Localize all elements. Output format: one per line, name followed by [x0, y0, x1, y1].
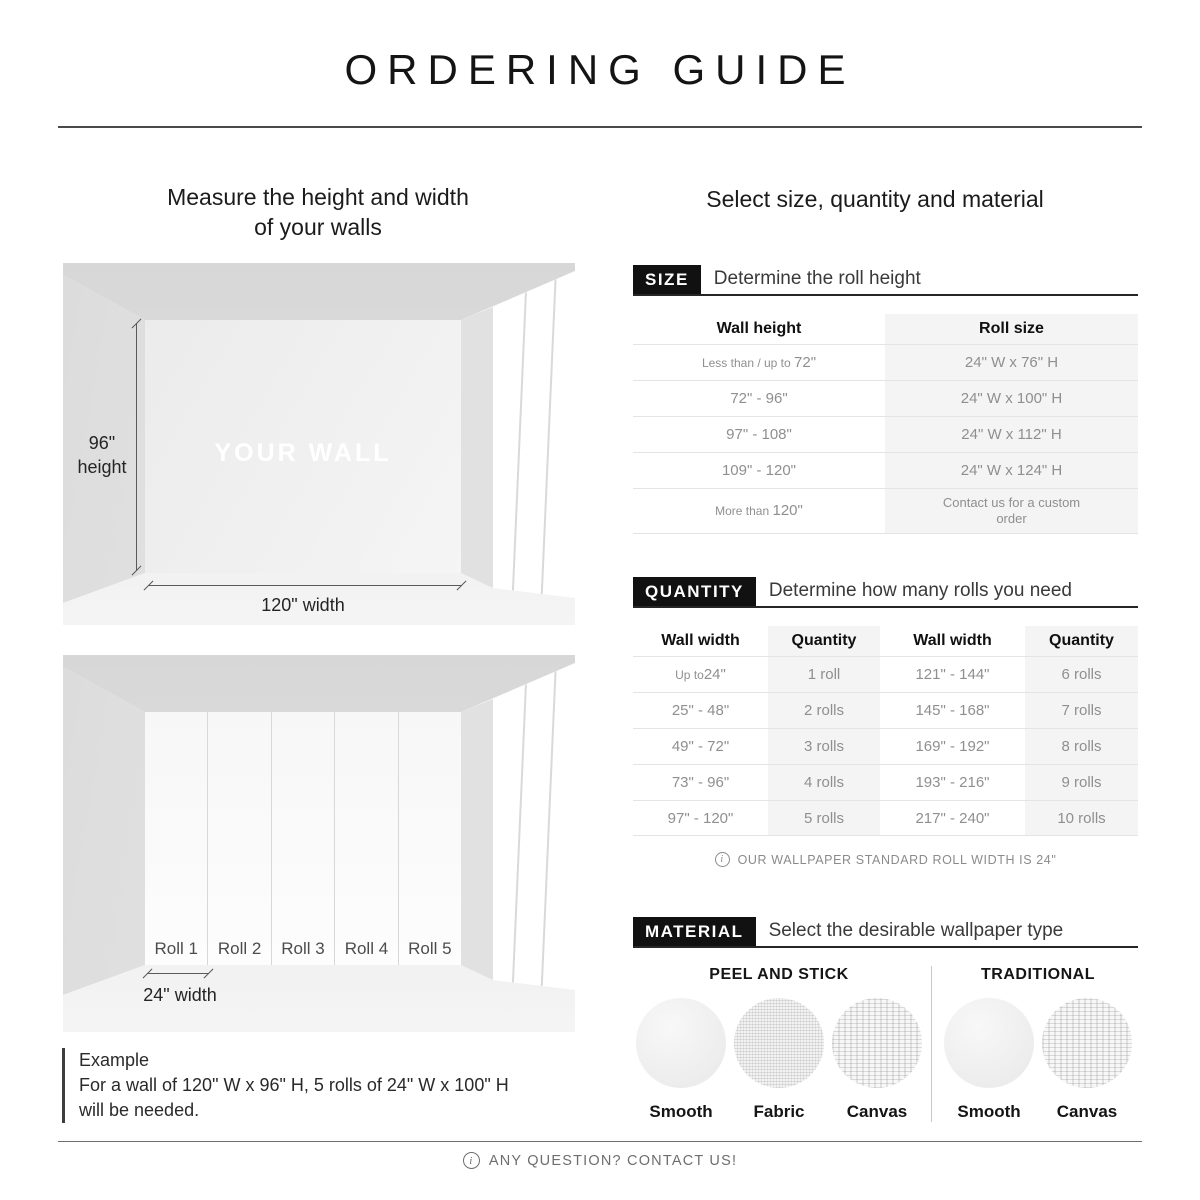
wall-width-label: 120" width — [261, 595, 345, 615]
your-wall-label: YOUR WALL — [214, 439, 392, 467]
window-mullion — [510, 263, 528, 625]
canvas-texture-icon — [832, 998, 922, 1088]
select-heading: Select size, quantity and material — [706, 186, 1044, 212]
measure-heading — [60, 182, 576, 242]
example-block — [62, 1048, 552, 1123]
material-swatch-smooth: Smooth — [943, 998, 1035, 1122]
width-dimension-line — [148, 585, 462, 586]
material-badge: MATERIAL — [633, 917, 756, 946]
page-title: ORDERING GUIDE — [344, 46, 856, 93]
material-section — [633, 917, 1138, 1122]
roll-panel — [399, 712, 461, 965]
roll-label: Roll 4 — [344, 939, 389, 958]
window-mullion — [510, 655, 528, 1032]
size-caption: Determine the roll height — [713, 268, 921, 289]
quantity-section-header — [633, 577, 1138, 608]
smooth-texture-icon — [636, 998, 726, 1088]
roll-panel — [335, 712, 398, 965]
quantity-table-row: 73" - 96" 4 rolls 193" - 216" 9 rolls — [633, 764, 1138, 800]
height-dimension-line — [136, 323, 137, 571]
col-roll-size: Roll size — [885, 314, 1138, 344]
size-table-row: More than 120" Contact us for a custom order — [633, 488, 1138, 534]
roll-width-note — [633, 852, 1138, 867]
size-table-row: Less than / up to 72" 24" W x 76" H — [633, 344, 1138, 380]
quantity-section — [633, 577, 1138, 867]
fabric-texture-icon — [734, 998, 824, 1088]
quantity-table — [633, 626, 1138, 836]
measure-heading-line1: Measure the height and width — [167, 184, 469, 210]
col-quantity-1: Quantity — [768, 626, 880, 656]
example-title: Example — [79, 1050, 150, 1070]
room-illustration-your-wall — [63, 263, 575, 625]
measure-heading-line2: of your walls — [254, 214, 382, 240]
roll-width-label: 24" width — [143, 985, 217, 1005]
roll-label: Roll 5 — [408, 939, 452, 958]
material-group-name: TRADITIONAL — [981, 966, 1095, 983]
roll-panel — [272, 712, 335, 965]
size-table — [633, 314, 1138, 534]
title-divider — [58, 126, 1142, 128]
size-table-row: 109" - 120" 24" W x 124" H — [633, 452, 1138, 488]
window-mullion — [539, 655, 557, 1032]
roll-width-note-text: OUR WALLPAPER STANDARD ROLL WIDTH IS 24" — [737, 852, 1057, 867]
col-quantity-2: Quantity — [1025, 626, 1138, 656]
size-table-row: 72" - 96" 24" W x 100" H — [633, 380, 1138, 416]
size-section — [633, 265, 1138, 534]
quantity-badge: QUANTITY — [633, 577, 756, 606]
roll-panel — [208, 712, 271, 965]
col-wall-height: Wall height — [716, 320, 802, 337]
footer-contact-text: ANY QUESTION? CONTACT US! — [488, 1152, 738, 1169]
material-group-name: PEEL AND STICK — [709, 966, 849, 983]
smooth-texture-icon — [944, 998, 1034, 1088]
quantity-table-row: Up to 24" 1 roll 121" - 144" 6 rolls — [633, 656, 1138, 692]
quantity-caption: Determine how many rolls you need — [768, 580, 1072, 601]
material-swatch-fabric: Fabric — [733, 998, 825, 1122]
col-wall-width-1: Wall width — [661, 632, 740, 649]
quantity-table-row: 97" - 120" 5 rolls 217" - 240" 10 rolls — [633, 800, 1138, 836]
material-divider — [931, 966, 932, 1122]
material-section-header — [633, 917, 1138, 948]
wallpaper-roll-panels — [145, 712, 461, 965]
canvas-texture-icon — [1042, 998, 1132, 1088]
footer-divider — [58, 1141, 1142, 1142]
material-swatch-canvas: Canvas — [1041, 998, 1133, 1122]
roll-label: Roll 3 — [281, 939, 325, 958]
example-line2: will be needed. — [79, 1100, 200, 1120]
material-group-peel-and-stick — [633, 964, 925, 1122]
material-group-traditional — [939, 964, 1137, 1122]
info-icon: i — [463, 1152, 480, 1169]
window-mullion — [539, 263, 557, 625]
wall-height-label: 96" height — [77, 433, 127, 477]
roll-label: Roll 2 — [217, 939, 262, 958]
roll-label: Roll 1 — [154, 939, 198, 958]
material-swatch-canvas: Canvas — [831, 998, 923, 1122]
size-badge: SIZE — [633, 265, 701, 294]
size-table-header-row — [633, 314, 1138, 344]
example-line1: For a wall of 120" W x 96" H, 5 rolls of 24" W x 100" H — [79, 1075, 509, 1095]
quantity-table-row: 49" - 72" 3 rolls 169" - 192" 8 rolls — [633, 728, 1138, 764]
col-wall-width-2: Wall width — [913, 632, 992, 649]
size-section-header — [633, 265, 1138, 296]
room-illustration-rolls — [63, 655, 575, 1032]
size-table-row: 97" - 108" 24" W x 112" H — [633, 416, 1138, 452]
footer-contact — [0, 1152, 1200, 1169]
quantity-table-header-row — [633, 626, 1138, 656]
material-swatch-smooth: Smooth — [635, 998, 727, 1122]
roll-width-dimension-line — [147, 973, 209, 974]
material-options — [633, 964, 1138, 1122]
material-caption: Select the desirable wallpaper type — [768, 920, 1064, 941]
quantity-table-row: 25" - 48" 2 rolls 145" - 168" 7 rolls — [633, 692, 1138, 728]
info-icon: i — [715, 852, 730, 867]
roll-panel — [145, 712, 208, 965]
